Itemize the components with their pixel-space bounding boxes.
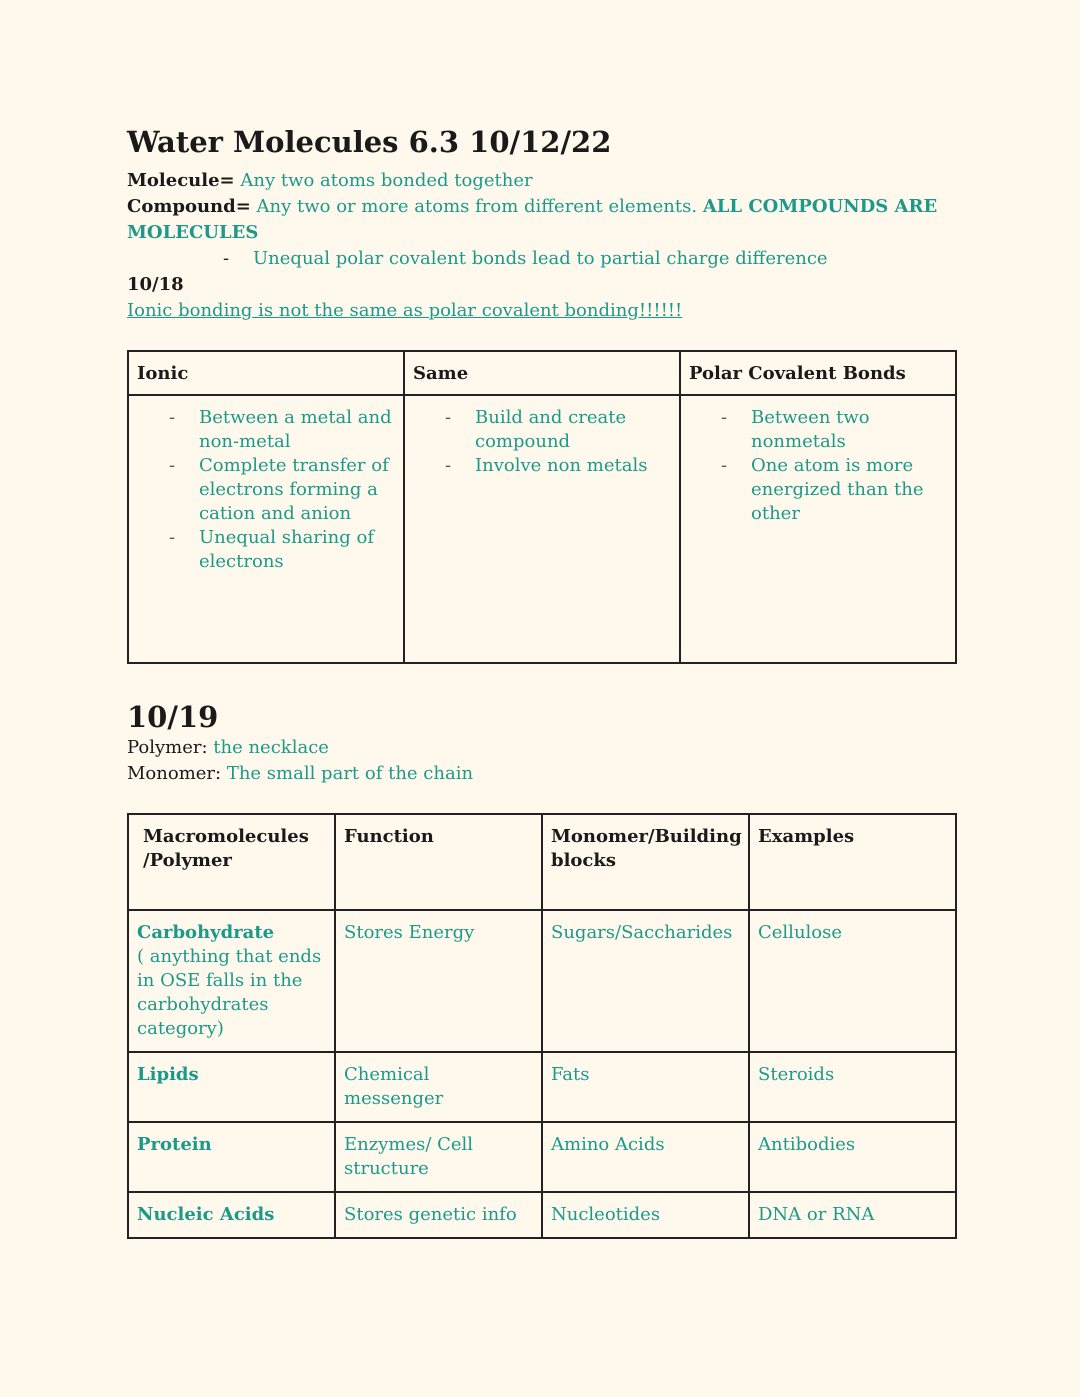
example-cell: Steroids xyxy=(749,1052,956,1122)
macro-name-cell: Nucleic Acids xyxy=(128,1192,335,1238)
dash-bullet-icon: - xyxy=(169,406,176,428)
example-cell: Antibodies xyxy=(749,1122,956,1192)
monomer-cell: Fats xyxy=(542,1052,749,1122)
molecule-definition xyxy=(127,168,957,194)
function-cell: Enzymes/ Cell structure xyxy=(335,1122,542,1192)
dash-bullet-icon: - xyxy=(445,454,452,476)
monomer-cell: Sugars/Saccharides xyxy=(542,910,749,1052)
dash-bullet-icon: - xyxy=(445,406,452,428)
polymer-text: the necklace xyxy=(207,736,329,758)
compound-definition xyxy=(127,194,957,246)
function-cell: Chemical messenger xyxy=(335,1052,542,1122)
bonds-body-row xyxy=(128,395,956,663)
macro-header-row xyxy=(128,814,956,910)
function-cell: Stores genetic info xyxy=(335,1192,542,1238)
compound-emphasis: ALL COMPOUNDS ARE MOLECULES xyxy=(127,195,938,243)
charge-bullet xyxy=(127,246,957,272)
same-cell xyxy=(404,395,680,663)
list-item: - Build and create compound xyxy=(445,406,627,452)
table-row xyxy=(128,1192,956,1238)
table-row xyxy=(128,1052,956,1122)
table-row xyxy=(128,1122,956,1192)
bonds-header-row xyxy=(128,351,956,395)
macro-note: ( anything that ends in OSE falls in the carbohydrates category) xyxy=(137,945,322,1039)
list-item: - Between two nonmetals xyxy=(721,406,870,452)
monomer-cell: Amino Acids xyxy=(542,1122,749,1192)
same-list xyxy=(413,406,671,478)
table-row xyxy=(128,910,956,1052)
list-item: - Complete transfer of electrons forming a cation and anion xyxy=(169,454,389,524)
dash-bullet-icon: - xyxy=(721,454,728,476)
monomer-label: Monomer: xyxy=(127,762,222,784)
header-macromolecules: Macromolecules /Polymer xyxy=(128,814,335,910)
macro-name-cell: Protein xyxy=(128,1122,335,1192)
example-cell: DNA or RNA xyxy=(749,1192,956,1238)
charge-bullet-text: Unequal polar covalent bonds lead to partial charge difference xyxy=(253,247,828,269)
header-monomer: Monomer/Building blocks xyxy=(542,814,749,910)
monomer-text: The small part of the chain xyxy=(221,762,474,784)
example-cell: Cellulose xyxy=(749,910,956,1052)
list-item: - Involve non metals xyxy=(445,454,648,476)
polar-covalent-cell xyxy=(680,395,956,663)
header-polar-covalent: Polar Covalent Bonds xyxy=(680,351,956,395)
dash-bullet-icon: - xyxy=(169,526,176,548)
macro-name: Carbohydrate xyxy=(137,921,275,943)
dash-bullet-icon: - xyxy=(721,406,728,428)
macromolecules-table xyxy=(127,813,957,1239)
page-title: Water Molecules 6.3 10/12/22 xyxy=(127,125,612,159)
header-same: Same xyxy=(404,351,680,395)
polar-covalent-list xyxy=(689,406,947,526)
date-heading: 10/18 xyxy=(127,273,184,295)
ionic-list xyxy=(137,406,395,574)
macro-name-cell: Lipids xyxy=(128,1052,335,1122)
dash-bullet-icon: - xyxy=(169,454,176,476)
list-item: - Unequal sharing of electrons xyxy=(169,526,374,572)
ionic-cell xyxy=(128,395,404,663)
bonds-table xyxy=(127,350,957,664)
molecule-label: Molecule= xyxy=(127,169,235,191)
section-date-heading: 10/19 xyxy=(127,699,219,734)
polymer-label: Polymer: xyxy=(127,736,208,758)
list-item: - One atom is more energized than the other xyxy=(721,454,924,524)
header-function: Function xyxy=(335,814,542,910)
macro-name-cell xyxy=(128,910,335,1052)
ionic-note: Ionic bonding is not the same as polar covalent bonding!!!!!! xyxy=(127,299,683,321)
header-ionic: Ionic xyxy=(128,351,404,395)
monomer-definition xyxy=(127,761,957,787)
list-item: - Between a metal and non-metal xyxy=(169,406,392,452)
molecule-text: Any two atoms bonded together xyxy=(234,169,533,191)
compound-label: Compound= xyxy=(127,195,251,217)
dash-bullet-icon: - xyxy=(223,247,230,269)
monomer-cell: Nucleotides xyxy=(542,1192,749,1238)
header-examples: Examples xyxy=(749,814,956,910)
polymer-definition xyxy=(127,735,957,761)
function-cell: Stores Energy xyxy=(335,910,542,1052)
document-page xyxy=(127,125,957,1239)
compound-text: Any two or more atoms from different elements. xyxy=(250,195,703,217)
